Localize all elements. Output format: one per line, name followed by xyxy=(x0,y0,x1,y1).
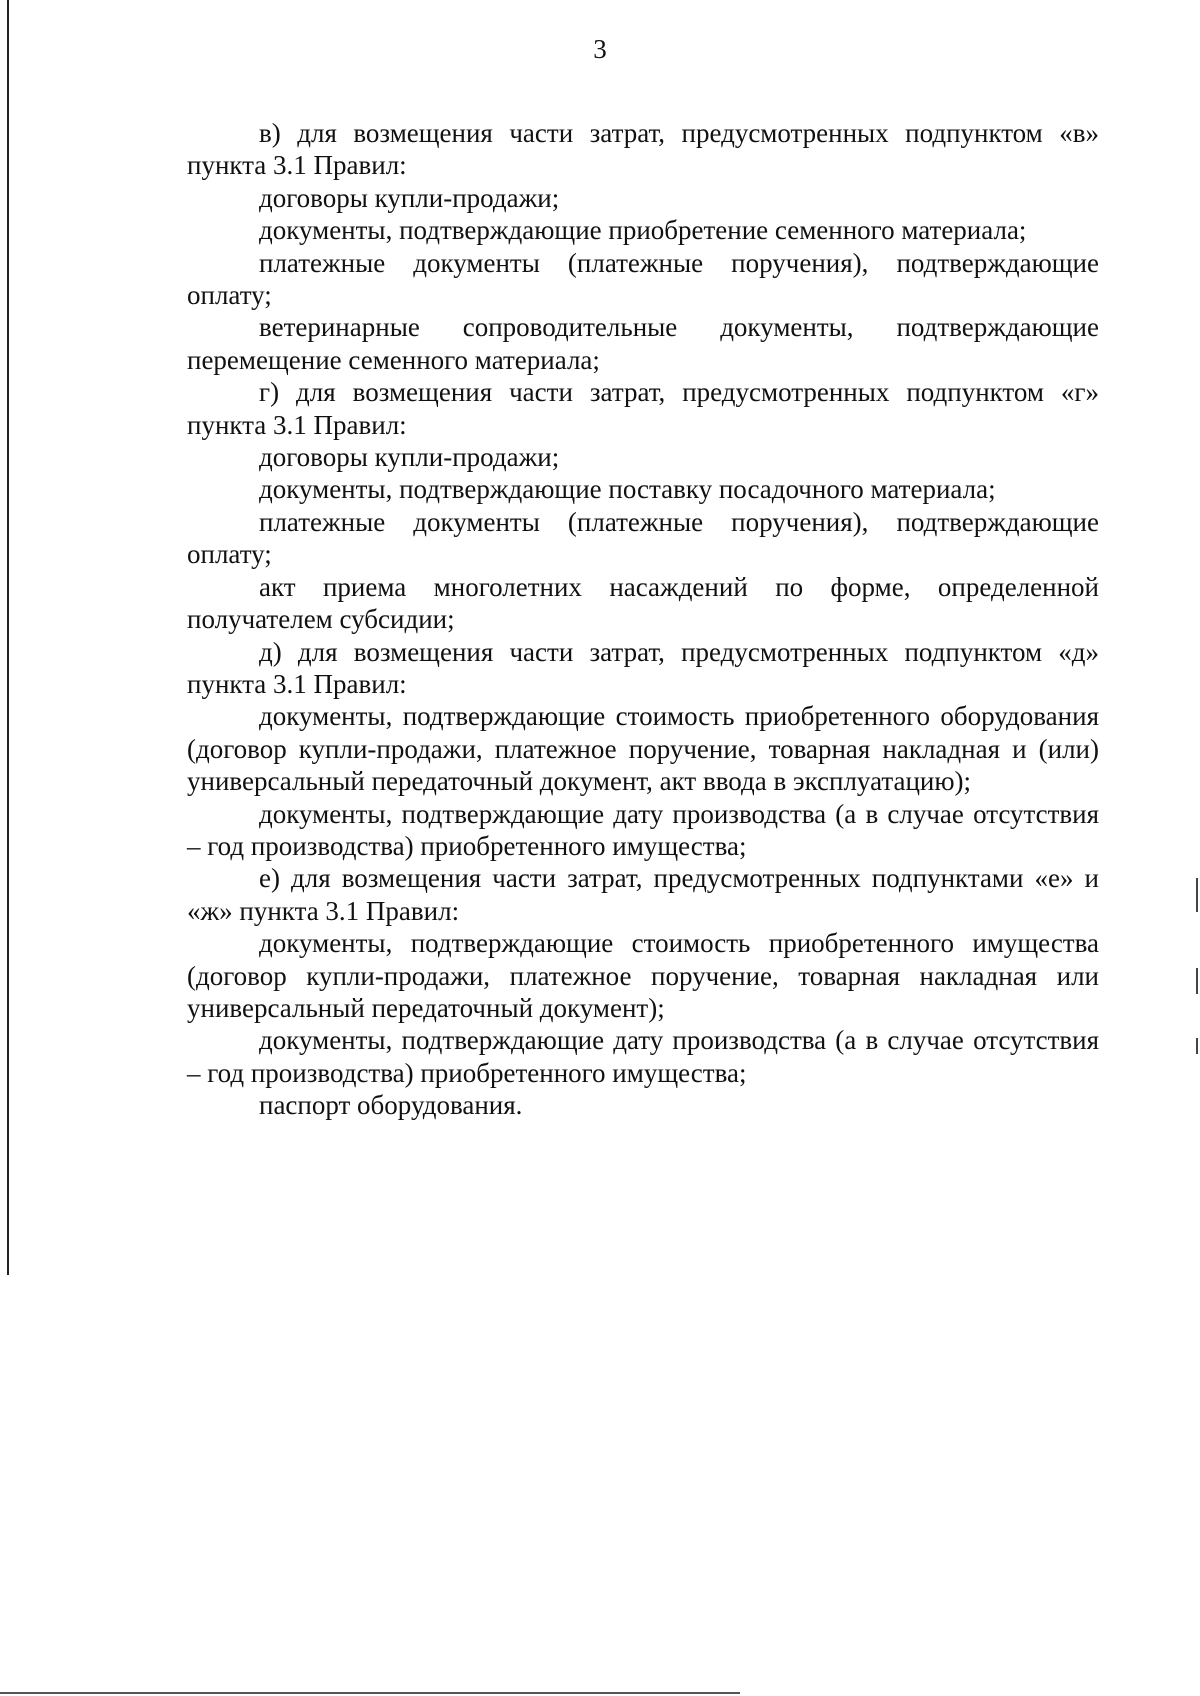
scan-mark xyxy=(1196,878,1198,912)
paragraph-d-heading: д) для возмещения части затрат, предусмотренных подпунктом «д» пункта 3.1 Правил: xyxy=(187,636,1099,699)
paragraph: документы, подтверждающие стоимость приобретенного оборудования (договор купли-продажи, платежное поручение, товарная накладная и (или) универсальный передаточный документ, акт ввода в эксплуатацию); xyxy=(187,701,1099,797)
paragraph: договоры купли-продажи; xyxy=(259,182,560,213)
scan-mark xyxy=(1196,1038,1198,1054)
paragraph: документы, подтверждающие дату производства (а в случае отсутствия – год производства) приобретенного имущества; xyxy=(187,1025,1099,1088)
scan-edge-left xyxy=(7,0,9,1275)
paragraph: паспорт оборудования. xyxy=(259,1090,523,1121)
document-body xyxy=(187,117,1099,1122)
paragraph: платежные документы (платежные поручения), подтверждающие оплату; xyxy=(187,247,1099,311)
scan-mark xyxy=(1196,968,1198,994)
paragraph-v-heading: в) для возмещения части затрат, предусмотренных подпунктом «в» пункта 3.1 Правил: xyxy=(187,118,1099,181)
paragraph-g-heading: г) для возмещения части затрат, предусмотренных подпунктом «г» пункта 3.1 Правил: xyxy=(187,377,1099,440)
paragraph: документы, подтверждающие приобретение семенного материала; xyxy=(259,215,1027,246)
paragraph: акт приема многолетних насаждений по форме, определенной получателем субсидии; xyxy=(187,571,1099,635)
paragraph: платежные документы (платежные поручения), подтверждающие оплату; xyxy=(187,506,1099,570)
paragraph: документы, подтверждающие стоимость приобретенного имущества (договор купли-продажи, платежное поручение, товарная накладная или универсальный передаточный документ); xyxy=(187,928,1099,1023)
page-number: 3 xyxy=(593,34,607,64)
scan-edge-bottom xyxy=(0,1692,740,1694)
paragraph-e-heading: е) для возмещения части затрат, предусмотренных подпунктами «е» и «ж» пункта 3.1 Правил: xyxy=(187,863,1099,926)
paragraph: ветеринарные сопроводительные документы, подтверждающие перемещение семенного материала; xyxy=(187,312,1099,375)
paragraph: договоры купли-продажи; xyxy=(259,442,560,473)
paragraph: документы, подтверждающие поставку посадочного материала; xyxy=(259,474,996,505)
paragraph: документы, подтверждающие дату производства (а в случае отсутствия – год производства) приобретенного имущества; xyxy=(187,798,1099,861)
